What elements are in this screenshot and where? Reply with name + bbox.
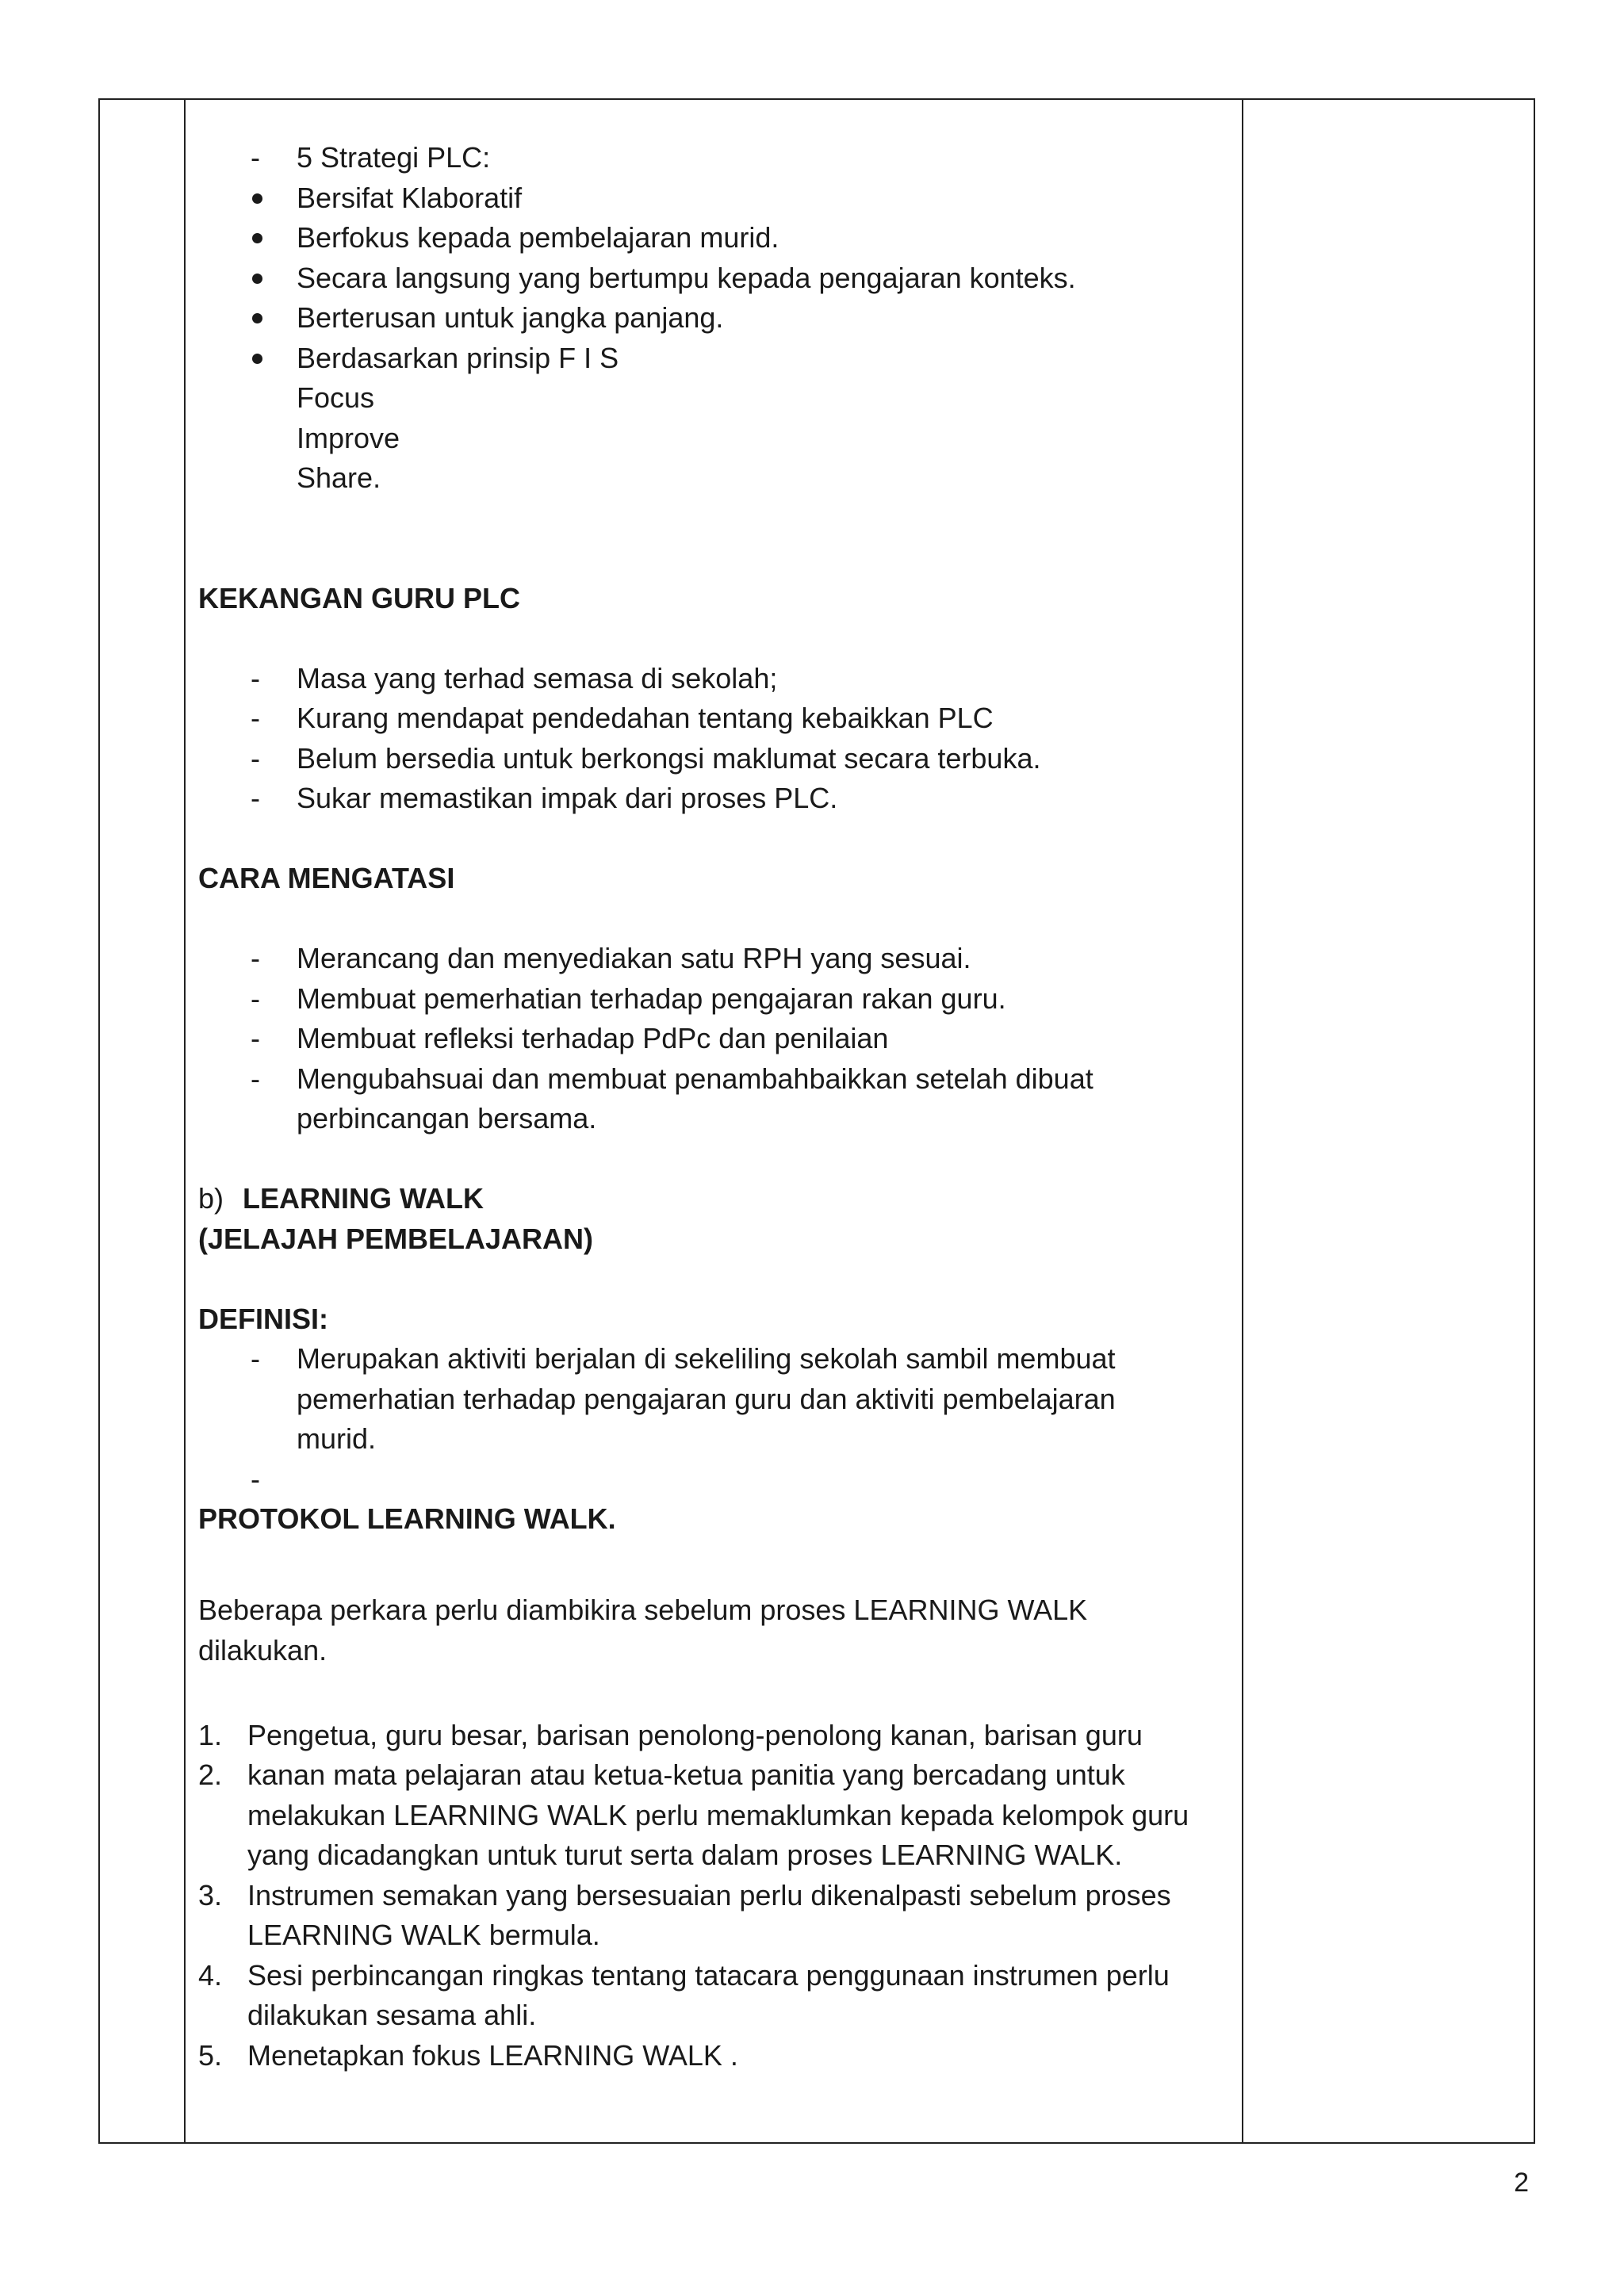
dash-marker: - [251,942,260,974]
kekangan-item: - Masa yang terhad semasa di sekolah; [198,659,1229,699]
dash-marker: - [251,1022,260,1054]
spacer [198,1579,1229,1590]
spacer [198,1540,1229,1580]
empty-dash-item [198,1460,1229,1500]
numbered-item: 5. Menetapkan fokus LEARNING WALK . [198,2038,738,2072]
column-divider-right [1242,100,1243,2142]
dash-marker: - [251,141,260,174]
learning-walk-subtitle: (JELAJAH PEMBELAJARAN) [198,1222,594,1255]
numbered-item: 4. Sesi perbincangan ringkas tentang tatacara penggunaan instrumen perlu [198,1958,1170,1992]
bullet-icon [252,354,262,364]
definisi-heading: DEFINISI: [198,1302,329,1335]
cara-item-continued: perbincangan bersama. [297,1102,597,1135]
fis-item: Focus [297,381,375,414]
bullet-item: Berterusan untuk jangka panjang. [198,298,1229,339]
spacer [198,1259,1229,1299]
numbered-item: 1. Pengetua, guru besar, barisan penolong-penolong kanan, barisan guru [198,1718,1143,1751]
definisi-item: - Merupakan aktiviti berjalan di sekeliling sekolah sambil membuat [198,1339,1229,1380]
numbered-item-continued: yang dicadangkan untuk turut serta dalam proses LEARNING WALK. [247,1839,1123,1871]
bullet-item: Bersifat Klaboratif [198,178,1229,219]
bullet-icon [252,233,262,243]
bullet-icon [252,193,262,204]
numbered-item-continued: dilakukan sesama ahli. [247,1999,537,2031]
spacer [198,499,1229,579]
fis-item: Share. [297,461,381,494]
numbered-item: 2. kanan mata pelajaran atau ketua-ketua panitia yang bercadang untuk [198,1758,1125,1791]
bullet-icon [252,274,262,284]
cara-item: - Mengubahsuai dan membuat penambahbaikkan setelah dibuat [198,1059,1229,1100]
kekangan-item: - Kurang mendapat pendedahan tentang kebaikkan PLC [198,698,1229,739]
bullet-item: Berdasarkan prinsip F I S [198,339,1229,379]
definisi-item-continued: murid. [297,1422,377,1455]
cara-heading: CARA MENGATASI [198,862,455,894]
bullet-icon [252,313,262,323]
spacer [198,1139,1229,1180]
kekangan-item: - Sukar memastikan impak dari proses PLC. [198,779,1229,819]
intro-text: Beberapa perkara perlu diambikira sebelum proses LEARNING WALK [198,1594,1088,1626]
numbered-item-continued: LEARNING WALK bermula. [247,1919,600,1951]
dash-marker: - [251,702,260,734]
numbered-item: 3. Instrumen semakan yang bersesuaian perlu dikenalpasti sebelum proses [198,1878,1171,1911]
kekangan-item: - Belum bersedia untuk berkongsi maklumat secara terbuka. [198,739,1229,779]
spacer [198,1670,1229,1711]
bullet-item: Secara langsung yang bertumpu kepada pengajaran konteks. [198,258,1229,299]
dash-marker: - [251,1062,260,1095]
intro-text: dilakukan. [198,1633,327,1667]
strategi-item: - 5 Strategi PLC: [198,138,1229,178]
dash-marker: - [251,1462,260,1495]
numbered-item-continued: melakukan LEARNING WALK perlu memaklumkan kepada kelompok guru [247,1798,1189,1831]
dash-marker: - [251,782,260,814]
spacer [198,899,1229,939]
dash-marker: - [251,741,260,775]
section-prefix: b) [198,1182,224,1215]
cell-content [198,138,1229,2076]
kekangan-heading: KEKANGAN GURU PLC [198,581,521,614]
dash-marker: - [251,982,260,1015]
bullet-item: Berfokus kepada pembelajaran murid. [198,218,1229,258]
dash-marker: - [251,1342,260,1375]
spacer [198,618,1229,659]
dash-marker: - [251,661,260,695]
cara-item: - Membuat refleksi terhadap PdPc dan penilaian [198,1019,1229,1059]
page-number: 2 [1514,2168,1529,2198]
fis-item: Improve [297,421,400,454]
section-title: LEARNING WALK [243,1182,485,1215]
spacer [198,819,1229,859]
cara-item: - Merancang dan menyediakan satu RPH yang sesuai. [198,939,1229,979]
protokol-heading: PROTOKOL LEARNING WALK. [198,1502,616,1535]
definisi-item-continued: pemerhatian terhadap pengajaran guru dan aktiviti pembelajaran [297,1382,1116,1415]
learning-walk-title [198,1179,1229,1219]
cara-item: - Membuat pemerhatian terhadap pengajaran rakan guru. [198,979,1229,1020]
column-divider-left [184,100,186,2142]
